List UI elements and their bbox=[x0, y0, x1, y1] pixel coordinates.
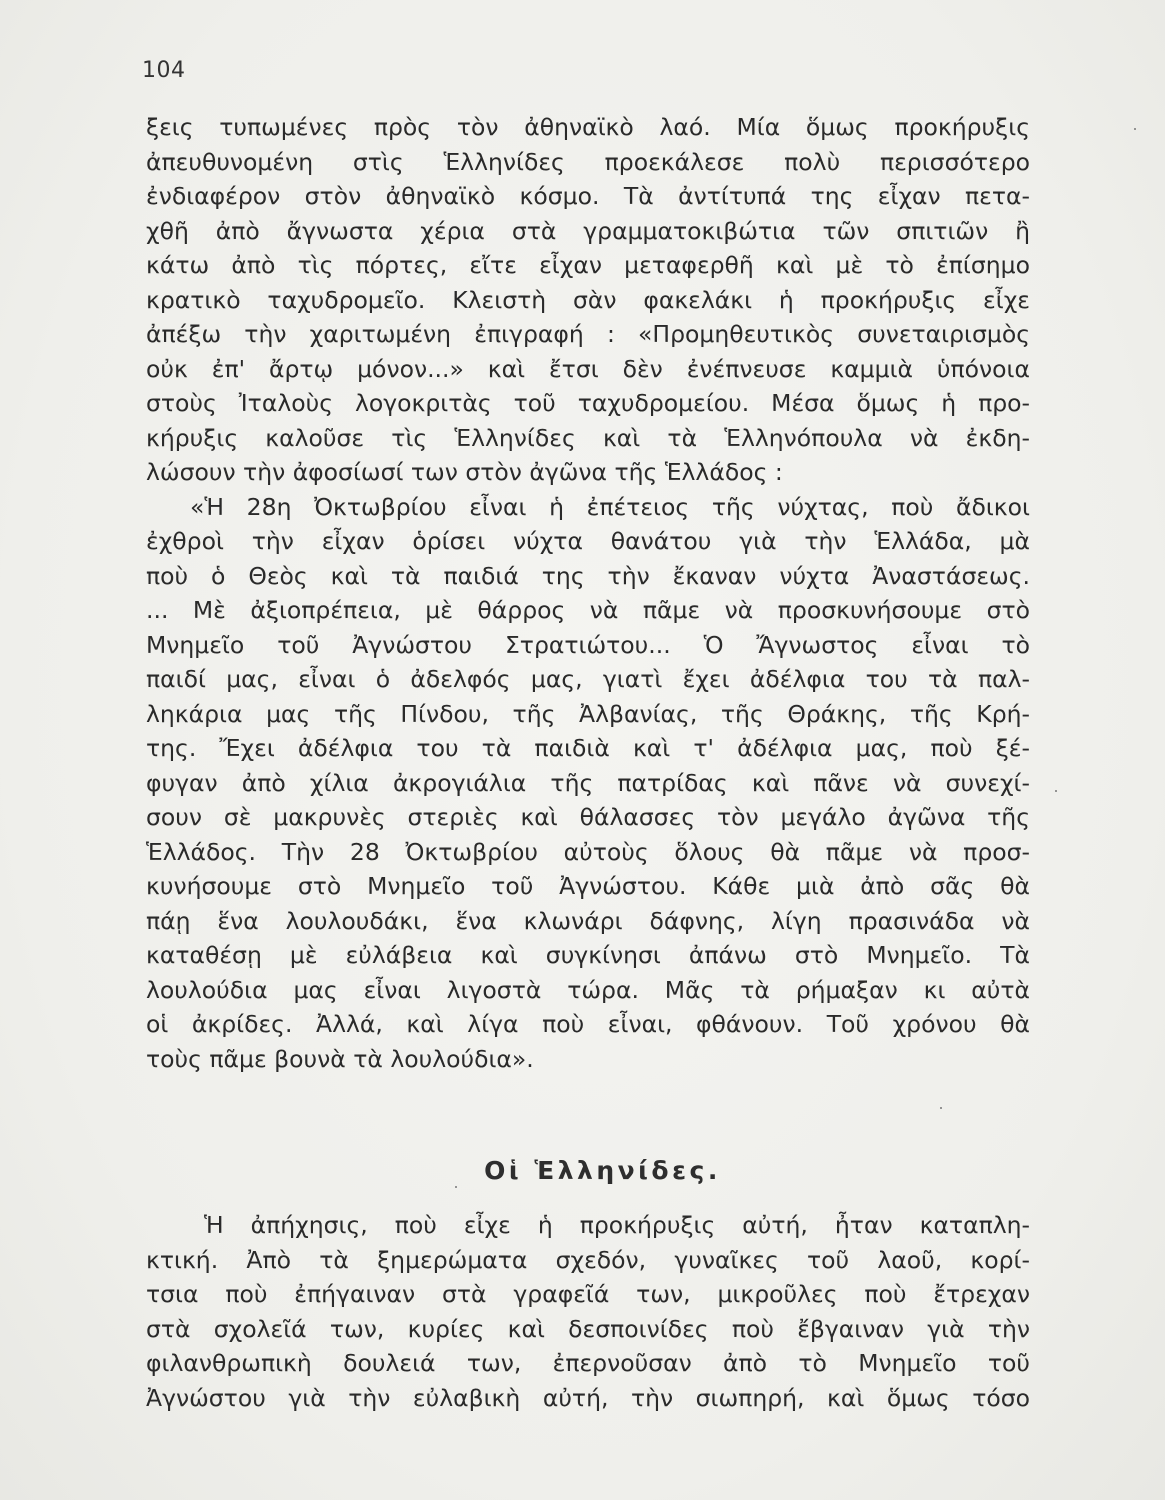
text-line: ἀπευθυνομένη στὶς Ἑλληνίδες προεκάλεσε πολὺ περισσότερο bbox=[146, 147, 1030, 176]
text-line: κτική. Ἀπὸ τὰ ξημερώματα σχεδόν, γυναῖκες τοῦ λαοῦ, κορί- bbox=[146, 1245, 1030, 1274]
paper-speck bbox=[940, 1107, 942, 1109]
quote-line: φυγαν ἀπὸ χίλια ἀκρογιάλια τῆς πατρίδας καὶ πᾶνε νὰ συνεχί- bbox=[146, 768, 1030, 797]
text-line: στὰ σχολεῖά των, κυρίες καὶ δεσποινίδες ποὺ ἔβγαιναν γιὰ τὴν bbox=[146, 1314, 1030, 1343]
quote-line: Μνημεῖο τοῦ Ἀγνώστου Στρατιώτου... Ὁ Ἄγνωστος εἶναι τὸ bbox=[146, 630, 1030, 659]
text-line: ξεις τυπωμένες πρὸς τὸν ἀθηναϊκὸ λαό. Μία ὅμως προκήρυξις bbox=[146, 113, 1030, 141]
quote-line: της. Ἔχει ἀδέλφια του τὰ παιδιὰ καὶ τ' ἀδέλφια μας, ποὺ ξέ- bbox=[146, 734, 1030, 762]
section-heading bbox=[0, 1156, 1165, 1185]
quote-line: τοὺς πᾶμε βουνὰ τὰ λουλούδια». bbox=[146, 1044, 534, 1073]
paper-speck bbox=[1134, 128, 1136, 130]
quote-line: ἐχθροὶ τὴν εἶχαν ὁρίσει νύχτα θανάτου γιὰ τὴν Ἑλλάδα, μὰ bbox=[146, 527, 1030, 555]
quote-line: ληκάρια μας τῆς Πίνδου, τῆς Ἀλβανίας, τῆς Θράκης, τῆς Κρή- bbox=[146, 699, 1030, 728]
text-line: οὐκ ἐπ' ἄρτῳ μόνον...» καὶ ἔτσι δὲν ἐνέπνευσε καμμιὰ ὑπόνοια bbox=[146, 354, 1030, 383]
body-text-top bbox=[146, 110, 1030, 1076]
quote-line: Ἑλλάδος. Τὴν 28 Ὀκτωβρίου αὐτοὺς ὅλους θὰ πᾶμε νὰ προσ- bbox=[146, 837, 1030, 866]
quote-line: λουλούδια μας εἶναι λιγοστὰ τώρα. Μᾶς τὰ ρήμαξαν κι αὐτὰ bbox=[146, 975, 1030, 1004]
text-line: Ἡ ἀπήχησις, ποὺ εἶχε ἡ προκήρυξις αὐτή, ἦταν καταπλη- bbox=[204, 1211, 1030, 1239]
text-line: κάτω ἀπὸ τὶς πόρτες, εἴτε εἶχαν μεταφερθῆ καὶ μὲ τὸ ἐπίσημο bbox=[146, 251, 1030, 279]
text-line: χθῆ ἀπὸ ἄγνωστα χέρια στὰ γραμματοκιβώτια τῶν σπιτιῶν ἢ bbox=[146, 216, 1030, 245]
paper-speck bbox=[455, 1186, 457, 1188]
text-line: Ἀγνώστου γιὰ τὴν εὐλαβικὴ αὐτή, τὴν σιωπηρή, καὶ ὅμως τόσο bbox=[146, 1383, 1030, 1412]
page-number: 104 bbox=[142, 58, 186, 83]
quote-line: πάῃ ἕνα λουλουδάκι, ἕνα κλωνάρι δάφνης, λίγη πρασινάδα νὰ bbox=[146, 906, 1030, 935]
quote-line: κυνήσουμε στὸ Μνημεῖο τοῦ Ἀγνώστου. Κάθε μιὰ ἀπὸ σᾶς θὰ bbox=[146, 872, 1030, 900]
quote-line: ποὺ ὁ Θεὸς καὶ τὰ παιδιά της τὴν ἔκαναν νύχτα Ἀναστάσεως. bbox=[146, 561, 1030, 590]
text-line: φιλανθρωπικὴ δουλειά των, ἐπερνοῦσαν ἀπὸ τὸ Μνημεῖο τοῦ bbox=[146, 1349, 1030, 1377]
body-text-bottom bbox=[146, 1208, 1030, 1415]
text-line: κήρυξις καλοῦσε τὶς Ἑλληνίδες καὶ τὰ Ἑλληνόπουλα νὰ ἐκδη- bbox=[146, 423, 1030, 452]
text-line: στοὺς Ἰταλοὺς λογοκριτὰς τοῦ ταχυδρομείου. Μέσα ὅμως ἡ προ- bbox=[146, 389, 1030, 417]
text-line: ἐνδιαφέρον στὸν ἀθηναϊκὸ κόσμο. Τὰ ἀντίτυπά της εἶχαν πετα- bbox=[146, 182, 1030, 210]
quote-line: παιδί μας, εἶναι ὁ ἀδελφός μας, γιατὶ ἔχει ἀδέλφια του τὰ παλ- bbox=[146, 665, 1030, 693]
paper-speck bbox=[1055, 790, 1057, 792]
text-line: ἀπέξω τὴν χαριτωμένη ἐπιγραφή : «Προμηθευτικὸς συνεταιρισμὸς bbox=[146, 320, 1030, 348]
quote-line: καταθέσῃ μὲ εὐλάβεια καὶ συγκίνησι ἀπάνω στὸ Μνημεῖο. Τὰ bbox=[146, 941, 1030, 969]
text-line: λώσουν τὴν ἀφοσίωσί των στὸν ἀγῶνα τῆς Ἑλλάδος : bbox=[146, 458, 783, 486]
text-line: κρατικὸ ταχυδρομεῖο. Κλειστὴ σὰν φακελάκι ἡ προκήρυξις εἶχε bbox=[146, 285, 1030, 314]
section-heading-text: Οἱ Ἑλληνίδες. bbox=[484, 1156, 721, 1185]
quote-line: «Ἡ 28η Ὀκτωβρίου εἶναι ἡ ἐπέτειος τῆς νύχτας, ποὺ ἄδικοι bbox=[190, 492, 1030, 521]
quote-line: ... Μὲ ἀξιοπρέπεια, μὲ θάρρος νὰ πᾶμε νὰ προσκυνήσουμε στὸ bbox=[146, 596, 1030, 624]
text-line: τσια ποὺ ἐπήγαιναν στὰ γραφεῖά των, μικροῦλες ποὺ ἔτρεχαν bbox=[146, 1280, 1030, 1308]
quote-line: οἱ ἀκρίδες. Ἀλλά, καὶ λίγα ποὺ εἶναι, φθάνουν. Τοῦ χρόνου θὰ bbox=[146, 1010, 1030, 1038]
quote-line: σουν σὲ μακρυνὲς στεριὲς καὶ θάλασσες τὸν μεγάλο ἀγῶνα τῆς bbox=[146, 803, 1030, 831]
